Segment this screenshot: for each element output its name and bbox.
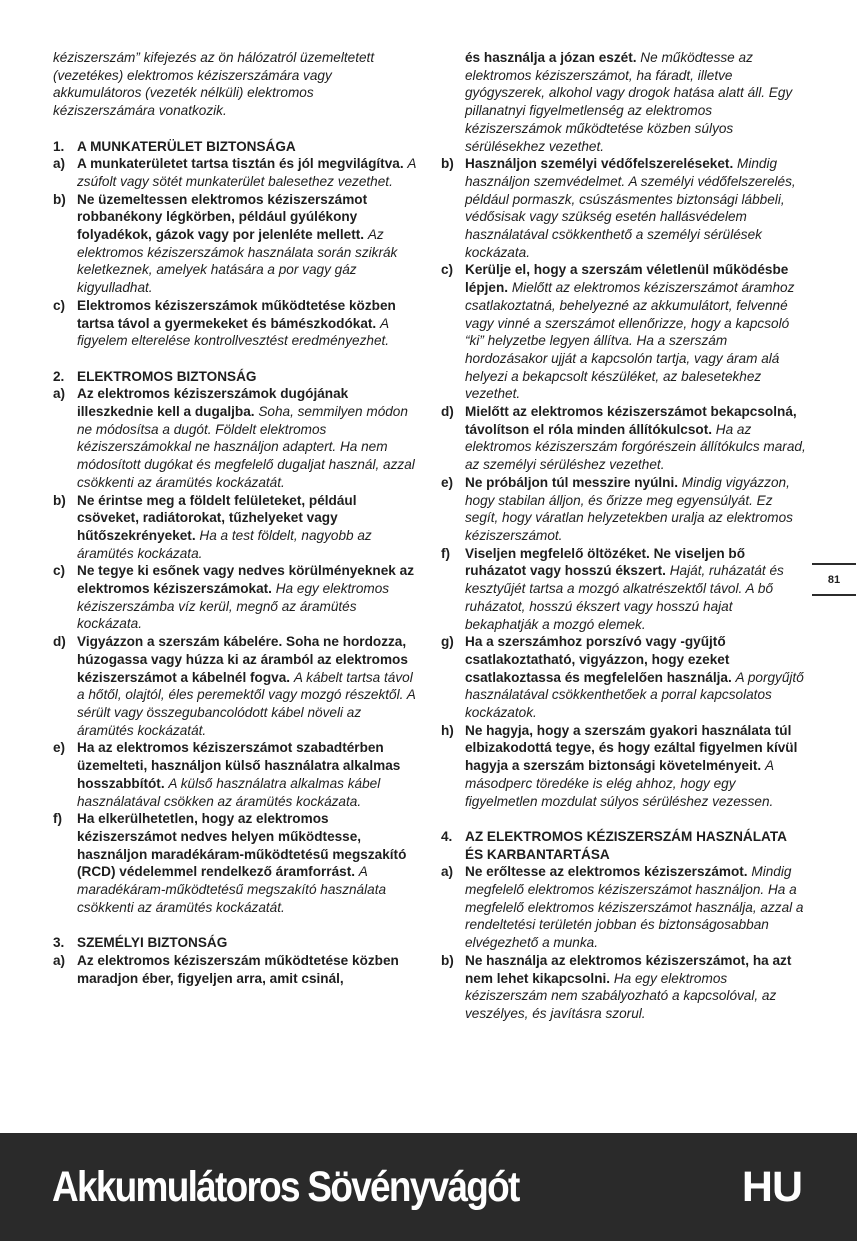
item-letter: a) [441,864,454,880]
list-item [53,739,419,810]
footer-band [0,1133,857,1241]
item-italic: Mindig használjon szemvédelmet. A személyi védőfelszerelés, például pormaszk, csúszásmentes biztonsági lábbeli, védősisak vagy szükség esetén hallásvédelem használatával csökkenthető a személyi sérülések kockázata. [465,156,796,260]
item-bold: Ne tegye ki esőnek vagy nedves körülményeknek az elektromos kéziszerszámokat. [77,563,414,597]
list-item [53,562,419,633]
item-italic: A zsúfolt vagy sötét munkaterület balesethez vezethet. [77,156,416,189]
item-text [465,474,808,545]
item-text [77,633,419,739]
intro-text: kéziszerszám” kifejezés az ön hálózatról üzemeltetett (vezetékes) elektromos kéziszerszámára vagy akkumulátoros (vezeték nélküli) elektromos kéziszerszámára vonatkozik. [53,50,375,119]
item-bold: A munkaterületet tartsa tisztán és jól megvilágítva. [77,156,404,172]
item-text [77,952,419,987]
item-bold: Viseljen megfelelő öltözéket. Ne viseljen bő ruházatot vagy hosszú ékszert. [465,545,746,579]
list-item [441,952,808,1023]
item-text [77,191,419,297]
item-italic: Soha, semmilyen módon ne módosítsa a dugót. Földelt elektromos kéziszerszámokkal ne használjon adaptert. Ha nem módosított dugókat és megfelelő dugaljat használ, azzal csökkenti az áramütés kockázatát. [77,404,415,490]
item-bold: Használjon személyi védőfelszereléseket. [465,156,734,172]
item-letter: c) [441,262,454,278]
list-item [441,155,808,261]
item-letter: b) [53,191,66,207]
list-item [441,261,808,403]
item-text [465,722,808,811]
item-text [465,49,808,155]
section-tool-use-and-care [441,828,808,1023]
item-bold: Ne próbáljon túl messzire nyúlni. [465,474,679,490]
section-title: ELEKTROMOS BIZTONSÁG [77,368,257,384]
section-title: A MUNKATERÜLET BIZTONSÁGA [77,138,296,154]
item-bold: Ha a szerszámhoz porszívó vagy -gyűjtő csatlakoztatható, vigyázzon, hogy ezeket csatlakoztassa és megfelelően használja. [465,634,732,685]
item-bold: Kerülje el, hogy a szerszám véletlenül működésbe lépjen. [465,262,789,296]
list-item [441,633,808,722]
footer-product-title: Akkumulátoros Sövényvágót [52,1163,519,1211]
item-text [77,297,419,350]
item-letter: d) [441,404,454,420]
section-number: 3. [53,935,65,951]
item-bold: Ne használja az elektromos kéziszerszámot, ha azt nem lehet kikapcsolni. [465,952,792,986]
section-electrical-safety [53,368,419,917]
list-item-continuation [441,49,808,155]
section-title: SZEMÉLYI BIZTONSÁG [77,935,228,951]
section-title: AZ ELEKTROMOS KÉZISZERSZÁM HASZNÁLATA ÉS KARBANTARTÁSA [465,828,787,862]
left-column [53,49,419,987]
right-column [441,49,808,1023]
list-item [53,952,419,987]
item-letter: g) [441,634,454,650]
item-italic: Ha a test földelt, nagyobb az áramütés kockázata. [77,527,372,561]
section-heading [53,138,419,156]
list-item [441,403,808,474]
item-italic: Mielőtt az elektromos kéziszerszámot áramhoz csatlakoztatná, behelyezné az akkumulátort, felvenné vagy vinné a szerszámot ellenőrizze, hogy a kapcsoló “ki” helyzetbe legyen állítva. Ha a szerszám hordozásakor ujját a kapcsolón tartja, vagy áram alá helyezi a bekapcsolt készüléket, az balesetekhez vezethet. [465,280,795,402]
section-heading [53,368,419,386]
list-item [441,545,808,634]
item-bold: Az elektromos kéziszerszám működtetése közben maradjon éber, figyeljen arra, amit csinál, [77,952,399,986]
item-bold: Vigyázzon a szerszám kábelére. Soha ne hordozza, húzogassa vagy húzza ki az áramból az elektromos kéziszerszámot a kábelnél fogva. [77,634,408,685]
list-item [53,297,419,350]
page-number: 81 [827,574,841,586]
item-letter: d) [53,634,66,650]
list-item [53,191,419,297]
item-italic: Ne működtesse az elektromos kéziszerszámot, ha fáradt, illetve gyógyszerek, alkohol vagy drogok hatása alatt áll. Egy pillanatnyi figyelmetlenség az elektromos kéziszerszámok működtetése közben súlyos sérülésekhez vezethet. [465,50,793,154]
item-text [465,155,808,261]
item-italic: Az elektromos kéziszerszámok használata során szikrák keletkeznek, amelyek hatására a por vagy gáz kigyulladhat. [77,227,398,296]
item-letter: b) [441,156,454,172]
item-italic: A figyelem elterelése kontrollvesztést eredményezhet. [77,315,390,349]
item-bold: Az elektromos kéziszerszámok dugójának illeszkednie kell a dugaljba. [77,386,349,420]
item-italic: A maradékáram-működtetésű megszakító használata csökkenti az áramütés kockázatát. [77,864,387,915]
item-letter: b) [53,492,66,508]
item-letter: e) [441,474,454,490]
section-heading [441,828,808,863]
item-letter: f) [53,811,63,827]
item-text [77,739,419,810]
item-italic: Mindig megfelelő elektromos kéziszerszámot használjon. Ha a megfelelő elektromos kéziszerszámot használja, azzal a rendeltetési területén jobban és biztonságosabban elvégezhető a munka. [465,864,804,951]
section-number: 2. [53,368,65,384]
footer-language-code: HU [741,1163,802,1211]
item-bold: Ha az elektromos kéziszerszámot szabadtérben üzemelteti, használjon külső használatra alkalmas hosszabbítót. [77,740,401,791]
item-italic: Ha egy elektromos kéziszerszám nem szabályozható a kapcsolóval, az veszélyes, és javításra szorul. [465,970,777,1021]
item-text [465,952,808,1023]
item-bold: Ha elkerülhetetlen, hogy az elektromos kéziszerszámot nedves helyen működtesse, használjon maradékáram-működtetésű megszakító (RCD) védelemmel rendelkező áramforrást. [77,811,407,880]
section-number: 4. [441,828,453,844]
list-item [441,722,808,811]
item-text [465,403,808,474]
list-item [53,385,419,491]
section-work-area-safety [53,138,419,350]
item-letter: a) [53,952,66,968]
item-text [465,863,808,952]
section-personal-safety [53,934,419,987]
item-italic: Mindig vigyázzon, hogy stabilan álljon, és őrizze meg egyensúlyát. Ez segít, hogy váratlan helyzetekben uralja az elektromos kéziszerszámot. [465,474,793,543]
item-italic: Ha az elektromos kéziszerszám forgórészein állítókulcs marad, az személyi sérüléshez vezethet. [465,421,806,473]
item-text [77,562,419,633]
item-italic: A másodperc töredéke is elég ahhoz, hogy egy figyelmetlen mozdulat súlyos sérüléshez vezessen. [465,758,774,809]
item-text [465,261,808,403]
list-item [441,863,808,952]
list-item [53,810,419,916]
item-bold: Ne hagyja, hogy a szerszám gyakori használata túl elbizakodottá tegye, és hogy ezáltal figyelmen kívül hagyja a szerszám biztonsági követelményeit. [465,722,798,774]
item-letter: h) [441,722,454,738]
item-letter-spacer [441,49,465,155]
item-bold: Mielőtt az elektromos kéziszerszámot bekapcsolná, távolítson el róla minden állítókulcsot. [465,404,797,437]
page-number-rule-bottom [812,594,856,596]
item-bold: Elektromos kéziszerszámok működtetése közben tartsa távol a gyermekeket és bámészkodókat. [77,297,396,331]
item-bold: Ne érintse meg a földelt felületeket, például csöveket, radiátorokat, tűzhelyeket vagy hűtőszekrényeket. [77,492,357,543]
item-text [77,492,419,563]
item-text [77,155,419,190]
item-letter: e) [53,740,66,756]
item-letter: c) [53,563,66,579]
item-text [77,385,419,491]
item-text [465,633,808,722]
item-bold: Ne erőltesse az elektromos kéziszerszámot. [465,864,748,880]
item-bold: és használja a józan eszét. [465,50,637,65]
list-item [53,633,419,739]
item-italic: Ha egy elektromos kéziszerszámba víz kerül, megnő az áramütés kockázata. [77,581,390,632]
item-letter: b) [441,952,454,968]
item-text [465,545,808,634]
item-italic: A kábelt tartsa távol a hőtől, olajtól, éles peremektől vagy mozgó részektől. A sérült vagy összegubancolódott kábel növeli az áramütés kockázatát. [77,669,416,738]
item-bold: Ne üzemeltessen elektromos kéziszerszámot robbanékony légkörben, például gyúlékony folyadékok, gázok vagy por jelenléte mellett. [77,191,368,243]
item-letter: a) [53,156,66,172]
list-item [53,492,419,563]
section-heading [53,934,419,952]
page-number-rule-top [812,563,856,565]
section-number: 1. [53,138,65,154]
list-item [441,474,808,545]
item-letter: a) [53,386,66,402]
item-italic: Haját, ruházatát és kesztyűjét tartsa a mozgó alkatrészektől távol. A bő ruházatot, hosszú ékszert vagy hosszú hajat bekaphatják a mozgó elemek. [465,563,784,632]
item-text [77,810,419,916]
item-letter: f) [441,545,451,561]
item-italic: A porgyűjtő használatával csökkenthetőek a porral kapcsolatos kockázatok. [465,669,804,721]
list-item [53,155,419,190]
item-letter: c) [53,297,66,313]
item-italic: A külső használatra alkalmas kábel használatával csökken az áramütés kockázata. [77,775,381,809]
